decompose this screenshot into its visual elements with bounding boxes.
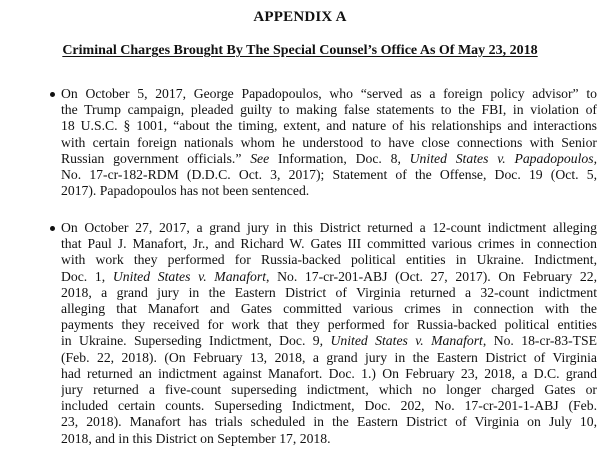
text-segment: , No. 17-cr-201-ABJ (Oct. 27, 2017). On February 22, (266, 268, 597, 284)
text-segment: included certain counts. Superseding Indictment, Doc. 202, No. 17-cr-201-1-ABJ (Feb. (61, 398, 597, 414)
text-line (61, 333, 597, 349)
text-line (61, 382, 597, 398)
text-line (61, 135, 597, 151)
text-segment: (Feb. 22, 2018). (On February 13, 2018, a grand jury in the Eastern District of Virginia (61, 349, 597, 365)
text-segment: On October 5, 2017, George Papadopoulos, who “served as a foreign policy advisor” to (61, 86, 597, 101)
text-line (61, 236, 597, 252)
text-segment: , No. 18-cr-83-TSE (482, 333, 597, 349)
text-segment: jury returned a five-count superseding indictment, which no longer charged Gates or (61, 382, 597, 397)
text-segment: with work they performed for Russia-backed political entities in Ukraine. Indictment, (61, 252, 597, 268)
text-line (61, 269, 597, 285)
case-citation: United States v. Manafort (330, 333, 483, 349)
case-citation: United States v. Manafort (112, 268, 266, 284)
text-segment: 2018, and in this District on September 17, 2018. (61, 430, 331, 446)
text-line (61, 102, 597, 118)
text-segment: On October 27, 2017, a grand jury in this District returned a 12-count indictment alleging (61, 220, 597, 235)
text-segment: Russian government officials.” (61, 150, 251, 166)
text-line (61, 317, 597, 333)
text-line (61, 167, 597, 183)
text-segment: had returned an indictment against Manafort. Doc. 1.) On February 23, 2018, a D.C. grand (61, 365, 597, 381)
text-segment: No. 17-cr-182-RDM (D.D.C. Oct. 3, 2017); Statement of the Offense, Doc. 19 (Oct. 5, (61, 167, 597, 182)
text-segment: Doc. 1, (61, 268, 113, 284)
text-line (61, 398, 597, 414)
text-line (61, 118, 597, 134)
text-line (61, 252, 597, 268)
text-segment: the Trump campaign, pleaded guilty to making false statements to the FBI, in violation of (61, 102, 597, 118)
text-line (61, 86, 597, 102)
text-segment: in Ukraine. Superseding Indictment, Doc. 9, (61, 333, 331, 349)
text-segment: 2017). Papadopoulos has not been sentenced. (61, 183, 310, 199)
text-line (61, 350, 597, 366)
text-line (61, 285, 597, 301)
text-line (61, 301, 597, 317)
text-segment: 18 U.S.C. § 1001, “about the timing, extent, and nature of his relationships and interactions (61, 118, 597, 134)
text-line (61, 183, 597, 199)
text-segment: 23, 2018). Manafort has trials scheduled in the Eastern District of Virginia on July 10, (61, 414, 597, 430)
appendix-title: APPENDIX A (253, 9, 347, 25)
text-line (61, 414, 597, 430)
text-segment: alleging that Manafort and Gates committed various crimes in connection with the (61, 301, 597, 316)
bullet-icon (50, 92, 55, 97)
text-segment: that Paul J. Manafort, Jr., and Richard W. Gates III committed various crimes in connection (61, 236, 597, 252)
text-segment: Information, Doc. 8, (269, 150, 410, 166)
text-segment: , (593, 150, 597, 166)
text-segment: payments they received for work that they performed for Russia-backed political entities (61, 317, 597, 333)
case-citation: See (250, 150, 270, 166)
text-segment: with certain foreign nationals whom he understood to have close connections with Senior (61, 134, 597, 150)
text-line (61, 366, 597, 382)
text-line (61, 431, 597, 447)
text-line (61, 220, 597, 236)
case-citation: United States v. Papadopoulos (409, 150, 594, 166)
bullet-icon (50, 226, 55, 231)
text-segment: 2018, a grand jury in the Eastern District of Virginia returned a 32-count indictment (61, 284, 597, 300)
appendix-subtitle: Criminal Charges Brought By The Special Counsel’s Office As Of May 23, 2018 (62, 43, 538, 58)
text-line (61, 151, 597, 167)
